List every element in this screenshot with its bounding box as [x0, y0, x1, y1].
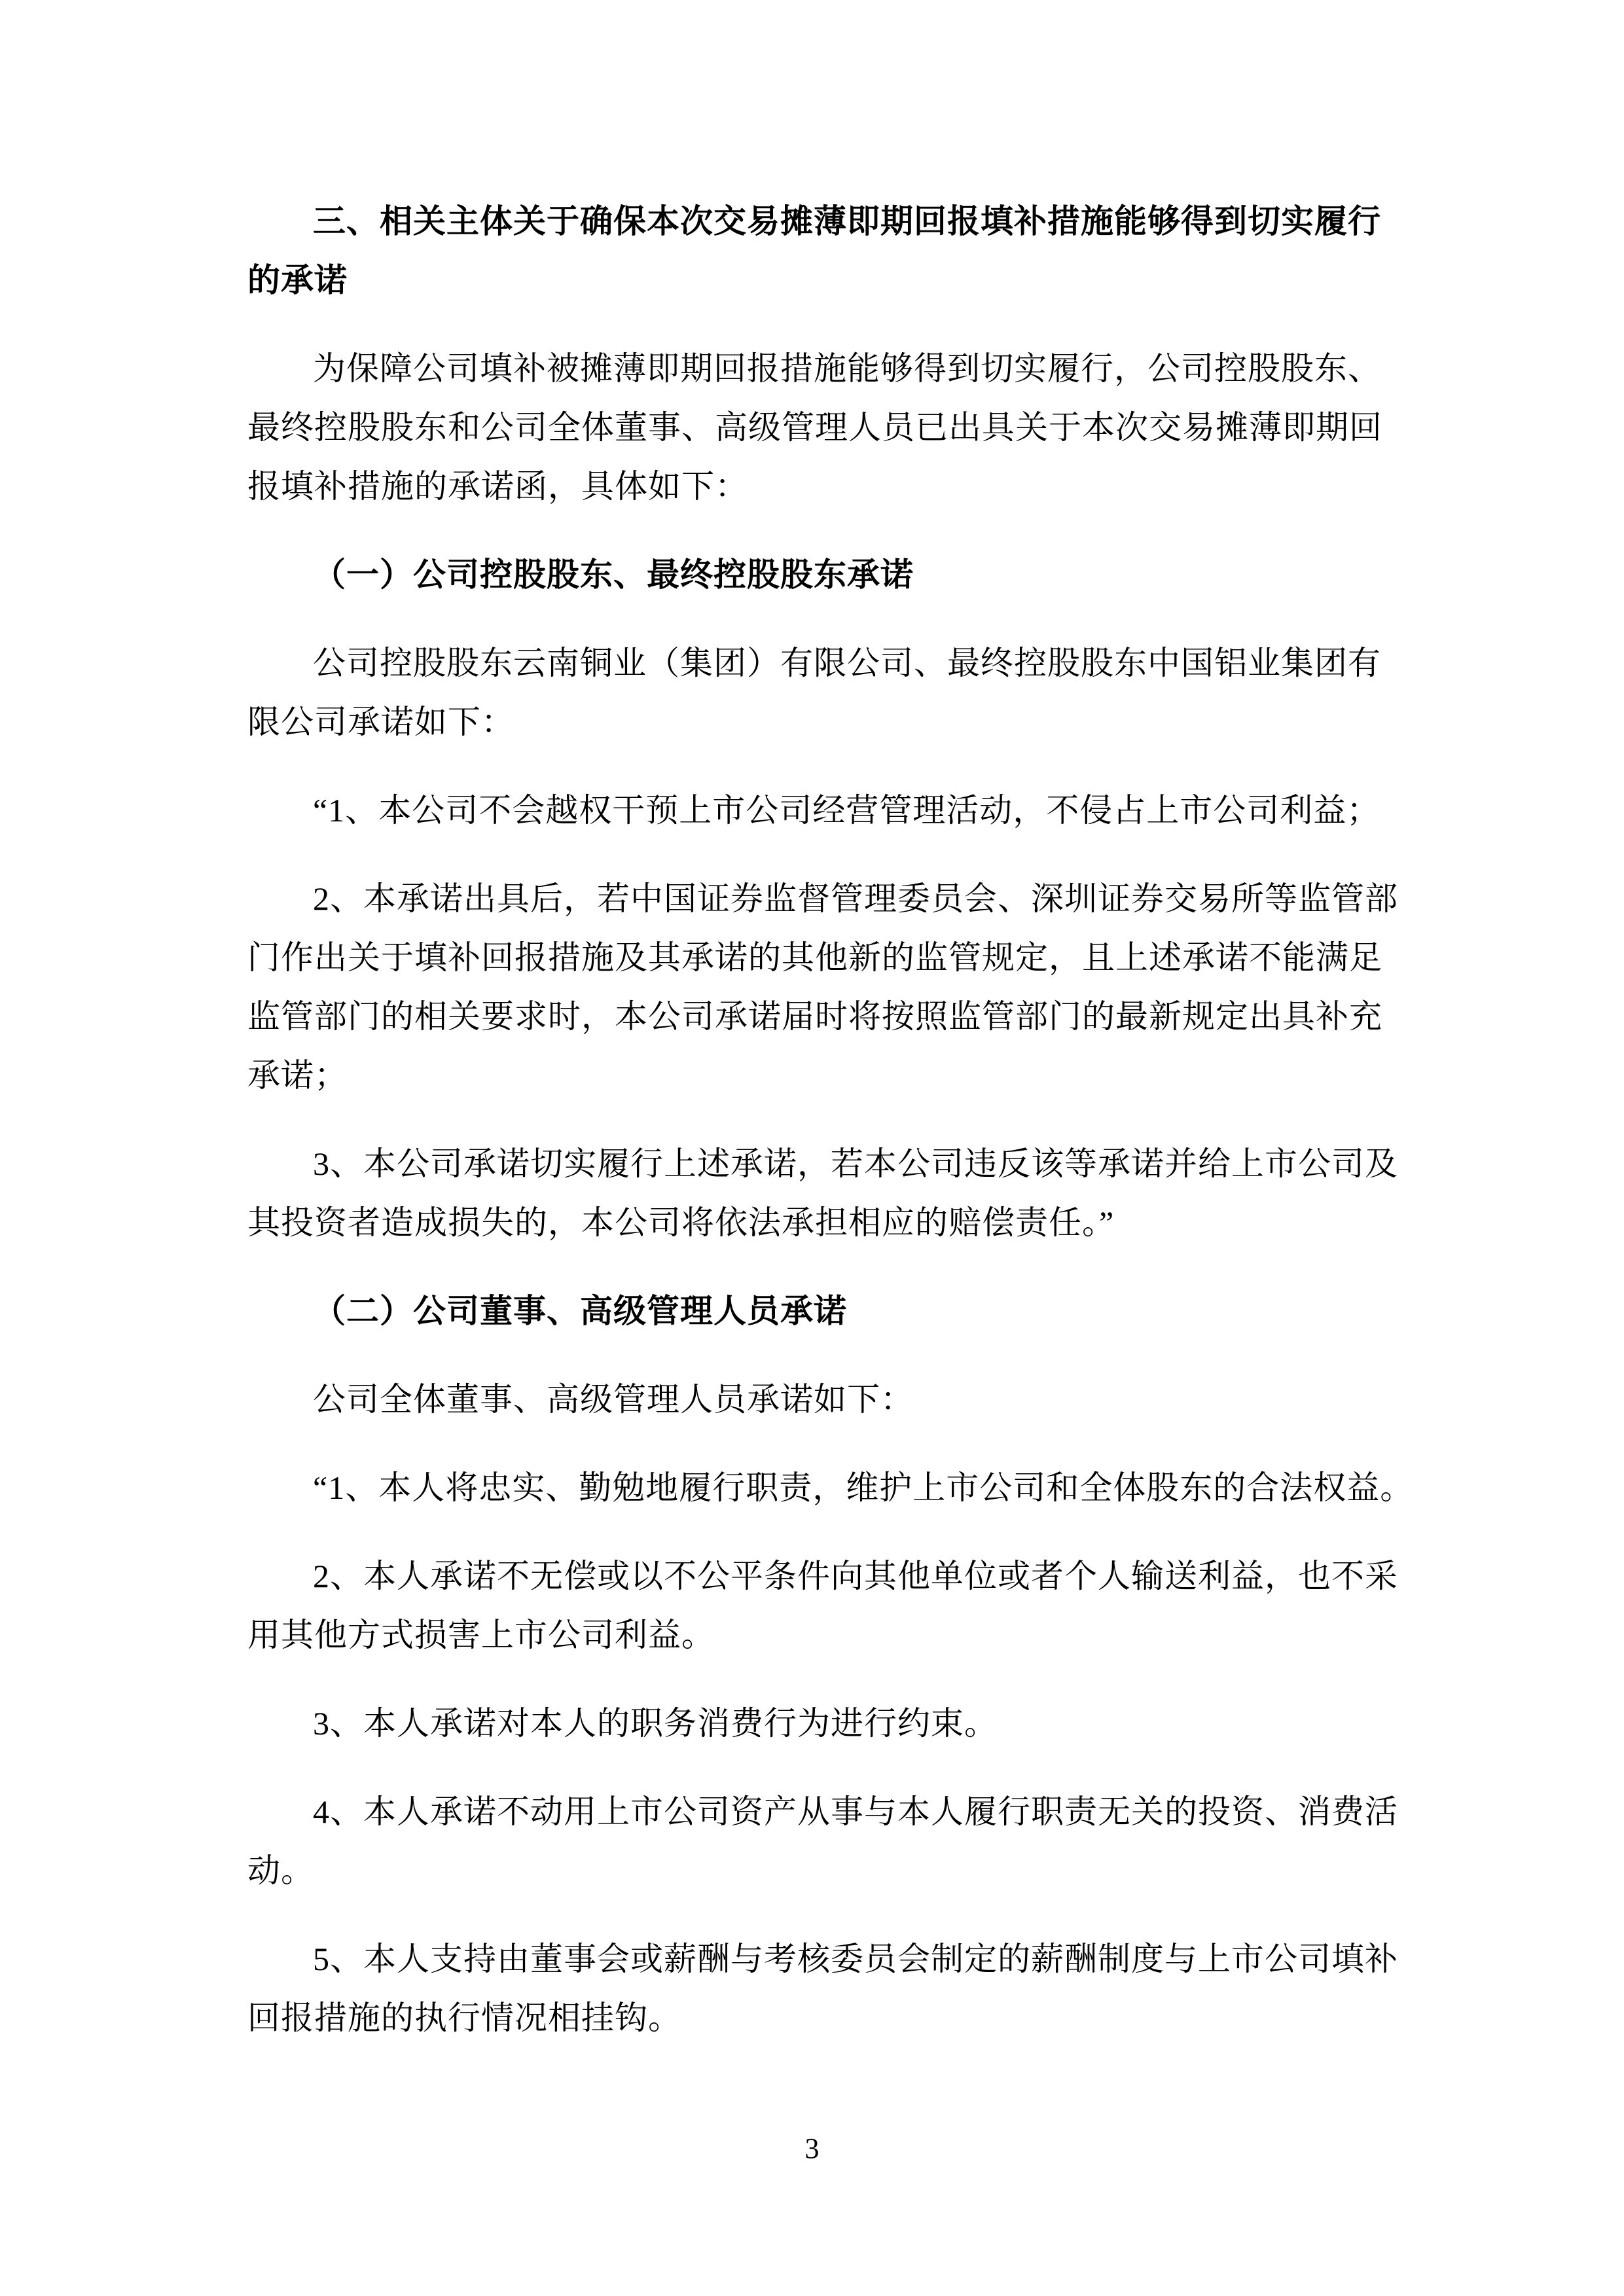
- text-line: 报填补措施的承诺函，具体如下：: [247, 468, 748, 505]
- text-line: 承诺；: [247, 1057, 348, 1094]
- heading-line: 三、相关主体关于确保本次交易摊薄即期回报填补措施能够得到切实履行: [313, 203, 1381, 240]
- page-number: 3: [804, 2132, 820, 2164]
- text-line: 3、本人承诺对本人的职务消费行为进行约束。: [313, 1705, 998, 1742]
- text-line: 4、本人承诺不动用上市公司资产从事与本人履行职责无关的投资、消费活: [313, 1793, 1398, 1830]
- text-line: 其投资者造成损失的，本公司将依法承担相应的赔偿责任。”: [247, 1204, 1115, 1241]
- text-line: “1、本公司不会越权干预上市公司经营管理活动，不侵占上市公司利益；: [313, 792, 1380, 829]
- text-line: 动。: [247, 1852, 314, 1889]
- text-line: 回报措施的执行情况相挂钩。: [247, 2000, 681, 2036]
- text-line: 最终控股股东和公司全体董事、高级管理人员已出具关于本次交易摊薄即期回: [247, 409, 1382, 446]
- text-line: 3、本公司承诺切实履行上述承诺，若本公司违反该等承诺并给上市公司及: [313, 1145, 1398, 1182]
- text-line: 用其他方式损害上市公司利益。: [247, 1617, 715, 1653]
- document-body: [247, 192, 1414, 2047]
- text-line: 限公司承诺如下：: [247, 704, 514, 740]
- text-line: 2、本人承诺不无偿或以不公平条件向其他单位或者个人输送利益，也不采: [313, 1558, 1398, 1594]
- heading-line: 的承诺: [247, 262, 348, 298]
- text-line: 公司全体董事、高级管理人员承诺如下：: [313, 1381, 914, 1418]
- text-line: 监管部门的相关要求时，本公司承诺届时将按照监管部门的最新规定出具补充: [247, 998, 1382, 1035]
- text-line: 为保障公司填补被摊薄即期回报措施能够得到切实履行，公司控股股东、: [313, 350, 1381, 387]
- text-line: “1、本人将忠实、勤勉地履行职责，维护上市公司和全体股东的合法权益。: [313, 1469, 1414, 1506]
- text-line: 2、本承诺出具后，若中国证券监督管理委员会、深圳证券交易所等监管部: [313, 880, 1398, 917]
- heading-line: （一）公司控股股东、最终控股股东承诺: [313, 556, 914, 593]
- heading-line: （二）公司董事、高级管理人员承诺: [313, 1293, 847, 1329]
- text-line: 5、本人支持由董事会或薪酬与考核委员会制定的薪酬制度与上市公司填补: [313, 1941, 1398, 1977]
- text-line: 公司控股股东云南铜业（集团）有限公司、最终控股股东中国铝业集团有: [313, 645, 1381, 681]
- text-line: 门作出关于填补回报措施及其承诺的其他新的监管规定，且上述承诺不能满足: [247, 939, 1382, 976]
